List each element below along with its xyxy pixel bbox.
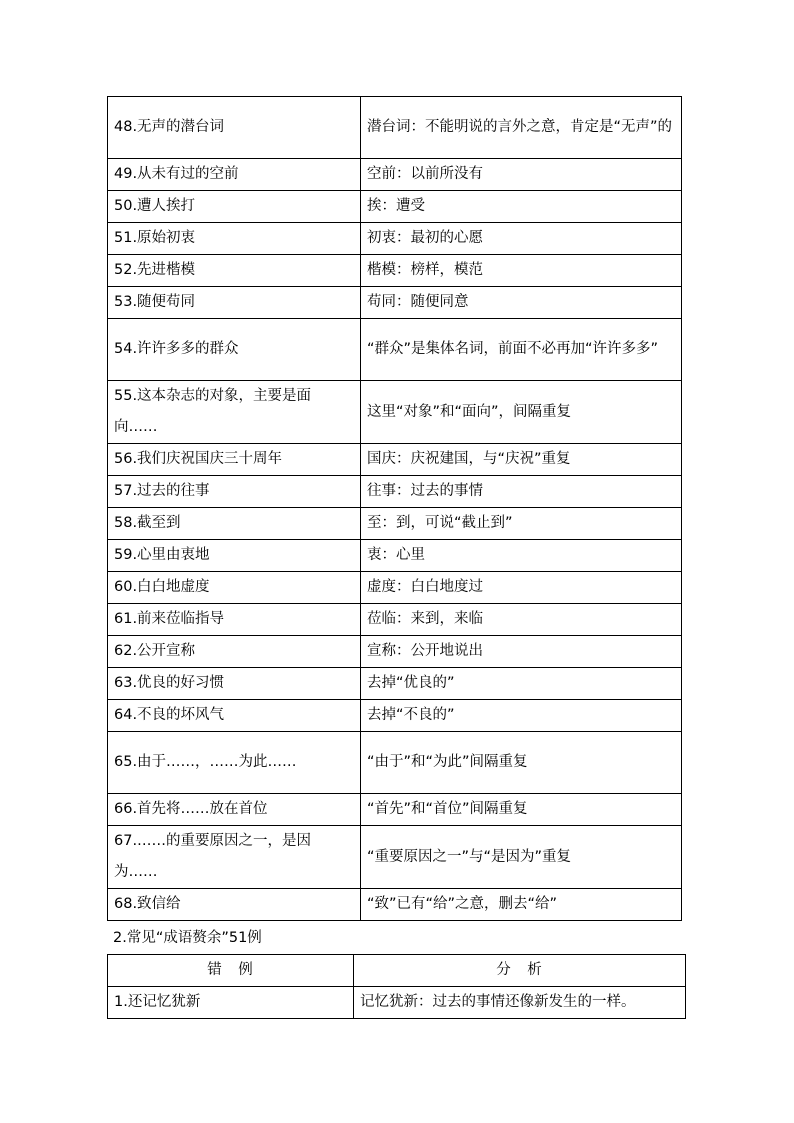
table-row bbox=[108, 508, 682, 540]
table-row bbox=[108, 287, 682, 319]
analysis-cell: 往事：过去的事情 bbox=[361, 476, 682, 508]
error-example-cell: 50.遭人挨打 bbox=[108, 191, 361, 223]
table-row bbox=[108, 636, 682, 668]
analysis-cell: 初衷：最初的心愿 bbox=[361, 223, 682, 255]
analysis-cell: 宣称：公开地说出 bbox=[361, 636, 682, 668]
error-example-cell: 68.致信给 bbox=[108, 889, 361, 921]
table-row bbox=[108, 668, 682, 700]
table-row bbox=[108, 889, 682, 921]
table-row bbox=[108, 572, 682, 604]
analysis-cell: 记忆犹新：过去的事情还像新发生的一样。 bbox=[354, 987, 686, 1019]
table-row bbox=[108, 732, 682, 794]
table-row bbox=[108, 159, 682, 191]
section-heading: 2.常见“成语赘余”51例 bbox=[113, 930, 262, 946]
error-example-cell: 65.由于……，……为此…… bbox=[108, 732, 361, 794]
column-header-analysis: 分 析 bbox=[354, 955, 686, 987]
error-example-cell: 62.公开宣称 bbox=[108, 636, 361, 668]
error-example-cell: 55.这本杂志的对象，主要是面向…… bbox=[108, 381, 361, 444]
idiom-table-body bbox=[108, 987, 686, 1019]
error-example-cell: 1.还记忆犹新 bbox=[108, 987, 354, 1019]
table-row bbox=[108, 444, 682, 476]
error-example-cell: 63.优良的好习惯 bbox=[108, 668, 361, 700]
analysis-cell: “群众”是集体名词，前面不必再加“许许多多” bbox=[361, 319, 682, 381]
table-row bbox=[108, 319, 682, 381]
analysis-cell: “致”已有“给”之意，删去“给” bbox=[361, 889, 682, 921]
table-row bbox=[108, 826, 682, 889]
table-row bbox=[108, 794, 682, 826]
table-row bbox=[108, 223, 682, 255]
analysis-cell: “由于”和“为此”间隔重复 bbox=[361, 732, 682, 794]
error-example-cell: 56.我们庆祝国庆三十周年 bbox=[108, 444, 361, 476]
table-row bbox=[108, 191, 682, 223]
error-example-cell: 64.不良的坏风气 bbox=[108, 700, 361, 732]
analysis-cell: 至：到，可说“截止到” bbox=[361, 508, 682, 540]
table-row bbox=[108, 381, 682, 444]
analysis-cell: 国庆：庆祝建国，与“庆祝”重复 bbox=[361, 444, 682, 476]
analysis-cell: 衷：心里 bbox=[361, 540, 682, 572]
analysis-cell: “重要原因之一”与“是因为”重复 bbox=[361, 826, 682, 889]
analysis-cell: 虚度：白白地度过 bbox=[361, 572, 682, 604]
analysis-cell: 莅临：来到，来临 bbox=[361, 604, 682, 636]
table-row bbox=[108, 97, 682, 159]
error-example-cell: 67.……的重要原因之一，是因为…… bbox=[108, 826, 361, 889]
table-row bbox=[108, 476, 682, 508]
error-example-cell: 58.截至到 bbox=[108, 508, 361, 540]
analysis-cell: 去掉“优良的” bbox=[361, 668, 682, 700]
idiom-redundancy-table bbox=[107, 954, 686, 1019]
analysis-cell: “首先”和“首位”间隔重复 bbox=[361, 794, 682, 826]
analysis-cell: 去掉“不良的” bbox=[361, 700, 682, 732]
error-example-cell: 52.先进楷模 bbox=[108, 255, 361, 287]
table-row bbox=[108, 604, 682, 636]
analysis-cell: 楷模：榜样，模范 bbox=[361, 255, 682, 287]
error-example-cell: 59.心里由衷地 bbox=[108, 540, 361, 572]
error-example-cell: 57.过去的往事 bbox=[108, 476, 361, 508]
error-example-cell: 48.无声的潜台词 bbox=[108, 97, 361, 159]
table-header-row bbox=[108, 955, 686, 987]
table-row bbox=[108, 700, 682, 732]
redundancy-table-body bbox=[108, 97, 682, 921]
error-example-cell: 61.前来莅临指导 bbox=[108, 604, 361, 636]
column-header-error-example: 错 例 bbox=[108, 955, 354, 987]
table-row bbox=[108, 987, 686, 1019]
error-example-cell: 49.从未有过的空前 bbox=[108, 159, 361, 191]
error-example-cell: 54.许许多多的群众 bbox=[108, 319, 361, 381]
analysis-cell: 苟同：随便同意 bbox=[361, 287, 682, 319]
error-example-cell: 66.首先将……放在首位 bbox=[108, 794, 361, 826]
table-row bbox=[108, 255, 682, 287]
redundancy-table bbox=[107, 96, 682, 921]
analysis-cell: 这里“对象”和“面向”，间隔重复 bbox=[361, 381, 682, 444]
analysis-cell: 空前：以前所没有 bbox=[361, 159, 682, 191]
error-example-cell: 51.原始初衷 bbox=[108, 223, 361, 255]
analysis-cell: 潜台词：不能明说的言外之意，肯定是“无声”的 bbox=[361, 97, 682, 159]
error-example-cell: 60.白白地虚度 bbox=[108, 572, 361, 604]
analysis-cell: 挨：遭受 bbox=[361, 191, 682, 223]
error-example-cell: 53.随便苟同 bbox=[108, 287, 361, 319]
table-row bbox=[108, 540, 682, 572]
